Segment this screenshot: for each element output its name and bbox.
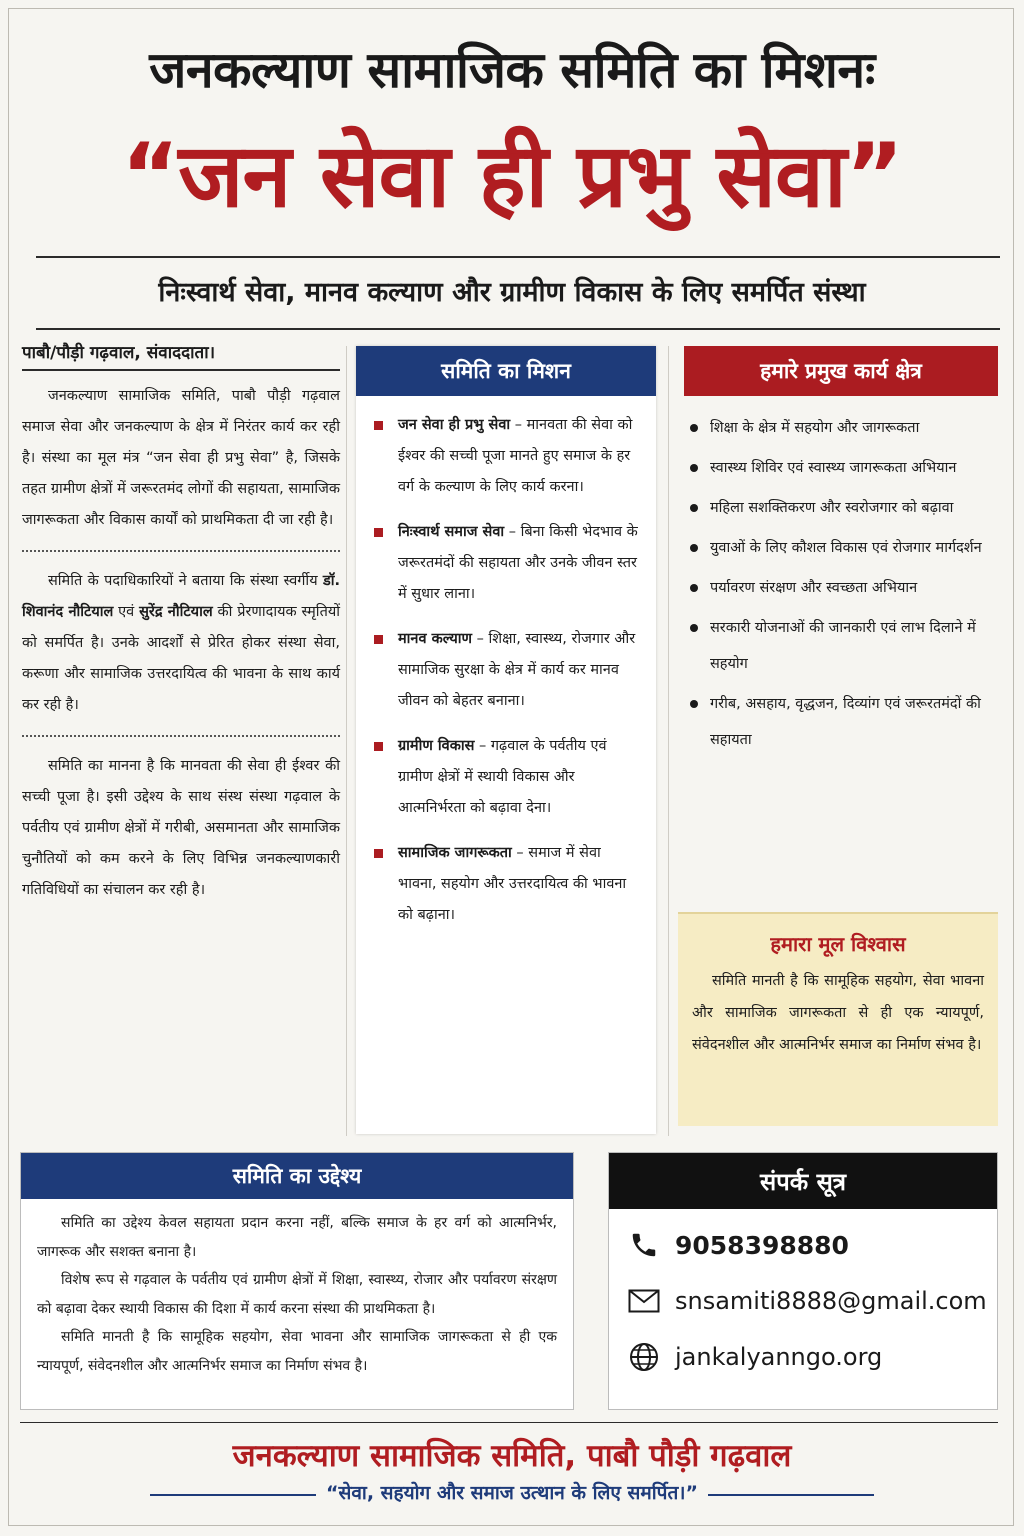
contact-email: snsamiti8888@gmail.com [675, 1287, 987, 1315]
para2-text-a: समिति के पदाधिकारियों ने बताया कि संस्था स्वर्गीय [48, 573, 323, 589]
work-area-text: स्वास्थ्य शिविर एवं स्वास्थ्य जागरूकता अभियान [710, 460, 957, 476]
mission-list [356, 396, 656, 931]
work-area-text: सरकारी योजनाओं की जानकारी एवं लाभ दिलाने में सहयोग [710, 620, 976, 672]
objective-paragraph: विशेष रूप से गढ़वाल के पर्वतीय एवं ग्रामीण क्षेत्रों में शिक्षा, स्वास्थ्य, रोजार और पर्यावरण संरक्षण को बढ़ावा देकर स्थायी विकास की दिशा में कार्य करना संस्था की प्राथमिकता है। [37, 1272, 557, 1317]
globe-icon [627, 1340, 661, 1374]
column-divider-1 [346, 346, 347, 1136]
para2-text-c: की प्रेरणादायक स्मृतियों को समर्पित है। उनके आदर्शों से प्रेरित होकर संस्था सेवा, करूणा और सामाजिक उत्तरदायित्व की भावना के साथ कार्य कर रही है। [22, 604, 340, 713]
contact-title: संपर्क सूत्र [609, 1153, 997, 1209]
mission-item-text: – शिक्षा, स्वास्थ्य, रोजगार और सामाजिक सुरक्षा के क्षेत्र में कार्य कर मानव जीवन को बेहतर बनाना। [398, 631, 636, 709]
mission-item [374, 410, 642, 503]
article-paragraph-2 [22, 566, 340, 721]
work-area-text: युवाओं के लिए कौशल विकास एवं रोजगार मार्गदर्शन [710, 540, 982, 556]
contact-website-row[interactable] [609, 1329, 997, 1385]
footer-title: जनकल्याण सामाजिक समिति, पाबौ पौड़ी गढ़वाल [232, 1438, 792, 1474]
bullet-dot-icon [690, 424, 698, 432]
headline-slogan: “जन सेवा ही प्रभु सेवा” [121, 124, 903, 227]
red-square-bullet-icon [374, 742, 383, 751]
divider-sub [36, 328, 1000, 330]
name-surendra: सुरेंद्र नौटियाल [139, 604, 213, 620]
mission-item-text: – बिना किसी भेदभाव के जरूरतमंदों की सहायता और उनके जीवन स्तर में सुधार लाना। [398, 524, 638, 602]
work-area-text: शिक्षा के क्षेत्र में सहयोग और जागरूकता [710, 420, 920, 436]
bullet-dot-icon [690, 624, 698, 632]
objective-paragraph: समिति का उद्देश्य केवल सहायता प्रदान करना नहीं, बल्कि समाज के हर वर्ग को आत्मनिर्भर, जागरूक और सशक्त बनाना है। [37, 1215, 557, 1260]
mission-item [374, 624, 642, 717]
mission-item-text: – गढ़वाल के पर्वतीय एवं ग्रामीण क्षेत्रों में स्थायी विकास और आत्मनिर्भरता को बढ़ावा देना। [398, 738, 607, 816]
mission-item-text: – मानवता की सेवा को ईश्वर की सच्ची पूजा मानते हुए समाज के हर वर्ग के कल्याण के लिए कार्य करना। [398, 417, 633, 495]
mission-item [374, 517, 642, 610]
footer-divider [20, 1422, 998, 1423]
core-belief-box [678, 912, 998, 1126]
work-area-item [686, 490, 994, 526]
article-paragraph-3: समिति का मानना है कि मानवता की सेवा ही ईश्वर की सच्ची पूजा है। इसी उद्देश्य के साथ संस्थ संस्था गढ़वाल के पर्वतीय एवं ग्रामीण क्षेत्रों में गरीबी, असमानता और सामाजिक चुनौतियों को कम करने के लिए विभिन्न जनकल्याणकारी गतिविधियों का संचालन कर रही है। [22, 758, 340, 898]
red-square-bullet-icon [374, 849, 383, 858]
mission-item-text: – समाज में सेवा भावना, सहयोग और उत्तरदायित्व की भावना को बढ़ाना। [398, 845, 627, 923]
footer-tagline: “सेवा, सहयोग और समाज उत्थान के लिए समर्पित।” [316, 1482, 708, 1504]
headline-mission: जनकल्याण सामाजिक समिति का मिशनः [149, 41, 875, 99]
work-area-item [686, 686, 994, 758]
bullet-dot-icon [690, 464, 698, 472]
name-shivanand: डॉ. शिवानंद नौटियाल [22, 573, 340, 620]
work-area-item [686, 410, 994, 446]
objective-body [21, 1199, 573, 1380]
objective-box [20, 1152, 574, 1410]
contact-email-row[interactable] [609, 1273, 997, 1329]
core-belief-text: समिति मानती है कि सामूहिक सहयोग, सेवा भावना और सामाजिक जागरूकता से ही एक न्यायपूर्ण, संवेदनशील और आत्मनिर्भर समाज का निर्माण संभव है। [692, 973, 984, 1053]
dotted-divider-2 [22, 735, 340, 737]
work-area-text: पर्यावरण संरक्षण और स्वच्छता अभियान [710, 580, 918, 596]
work-area-item [686, 530, 994, 566]
article-paragraph-1: जनकल्याण सामाजिक समिति, पाबौ पौड़ी गढ़वाल समाज सेवा और जनकल्याण के क्षेत्र में निरंतर कार्य कर रही है। संस्था का मूल मंत्र “जन सेवा ही प्रभु सेवा” है, जिसके तहत ग्रामीण क्षेत्रों में जरूरतमंद लोगों की सहायता, सामाजिक जागरूकता और विकास कार्यों को प्राथमिकता दी जा रही है। [22, 388, 340, 528]
objective-paragraph: समिति मानती है कि सामूहिक सहयोग, सेवा भावना और सामाजिक जागरूकता से ही एक न्यायपूर्ण, संवेदनशील और आत्मनिर्भर समाज का निर्माण संभव है। [37, 1329, 557, 1374]
left-column [22, 340, 340, 906]
subtitle: निःस्वार्थ सेवा, मानव कल्याण और ग्रामीण विकास के लिए समर्पित संस्था [158, 277, 866, 308]
footer-tagline-wrap [0, 1479, 1024, 1505]
contact-phone: 9058398880 [675, 1230, 849, 1260]
byline: पाबौ/पौड़ी गढ़वाल, संवाददाता। [22, 340, 340, 371]
mission-item [374, 731, 642, 824]
phone-icon [627, 1228, 661, 1262]
work-area-item [686, 450, 994, 486]
red-square-bullet-icon [374, 635, 383, 644]
mission-item-head: ग्रामीण विकास [398, 738, 475, 754]
bullet-dot-icon [690, 584, 698, 592]
red-square-bullet-icon [374, 528, 383, 537]
work-area-item [686, 570, 994, 606]
contact-box [608, 1152, 998, 1410]
mail-icon [627, 1284, 661, 1318]
mission-panel [356, 346, 656, 1134]
dotted-divider-1 [22, 550, 340, 552]
bullet-dot-icon [690, 700, 698, 708]
work-area-item [686, 610, 994, 682]
mission-item-head: निःस्वार्थ समाज सेवा [398, 524, 505, 540]
work-areas-title: हमारे प्रमुख कार्य क्षेत्र [684, 346, 998, 396]
mission-item-head: मानव कल्याण [398, 631, 472, 647]
work-areas-list [684, 396, 998, 758]
para2-text-b: एवं [113, 604, 140, 620]
column-divider-2 [668, 346, 669, 1136]
contact-website: jankalyanngo.org [675, 1343, 883, 1371]
core-belief-title: हमारा मूल विश्वास [770, 932, 906, 956]
mission-item-head: सामाजिक जागरूकता [398, 845, 512, 861]
mission-item-head: जन सेवा ही प्रभु सेवा [398, 417, 511, 433]
work-area-text: महिला सशक्तिकरण और स्वरोजगार को बढ़ावा [710, 500, 954, 516]
work-area-text: गरीब, असहाय, वृद्धजन, दिव्यांग एवं जरूरतमंदों की सहायता [710, 696, 981, 748]
mission-item [374, 838, 642, 931]
red-square-bullet-icon [374, 421, 383, 430]
contact-phone-row[interactable] [609, 1217, 997, 1273]
bullet-dot-icon [690, 504, 698, 512]
objective-title: समिति का उद्देश्य [21, 1153, 573, 1199]
mission-title: समिति का मिशन [356, 346, 656, 396]
work-areas-panel [684, 346, 998, 762]
bullet-dot-icon [690, 544, 698, 552]
divider-top [36, 256, 1000, 258]
